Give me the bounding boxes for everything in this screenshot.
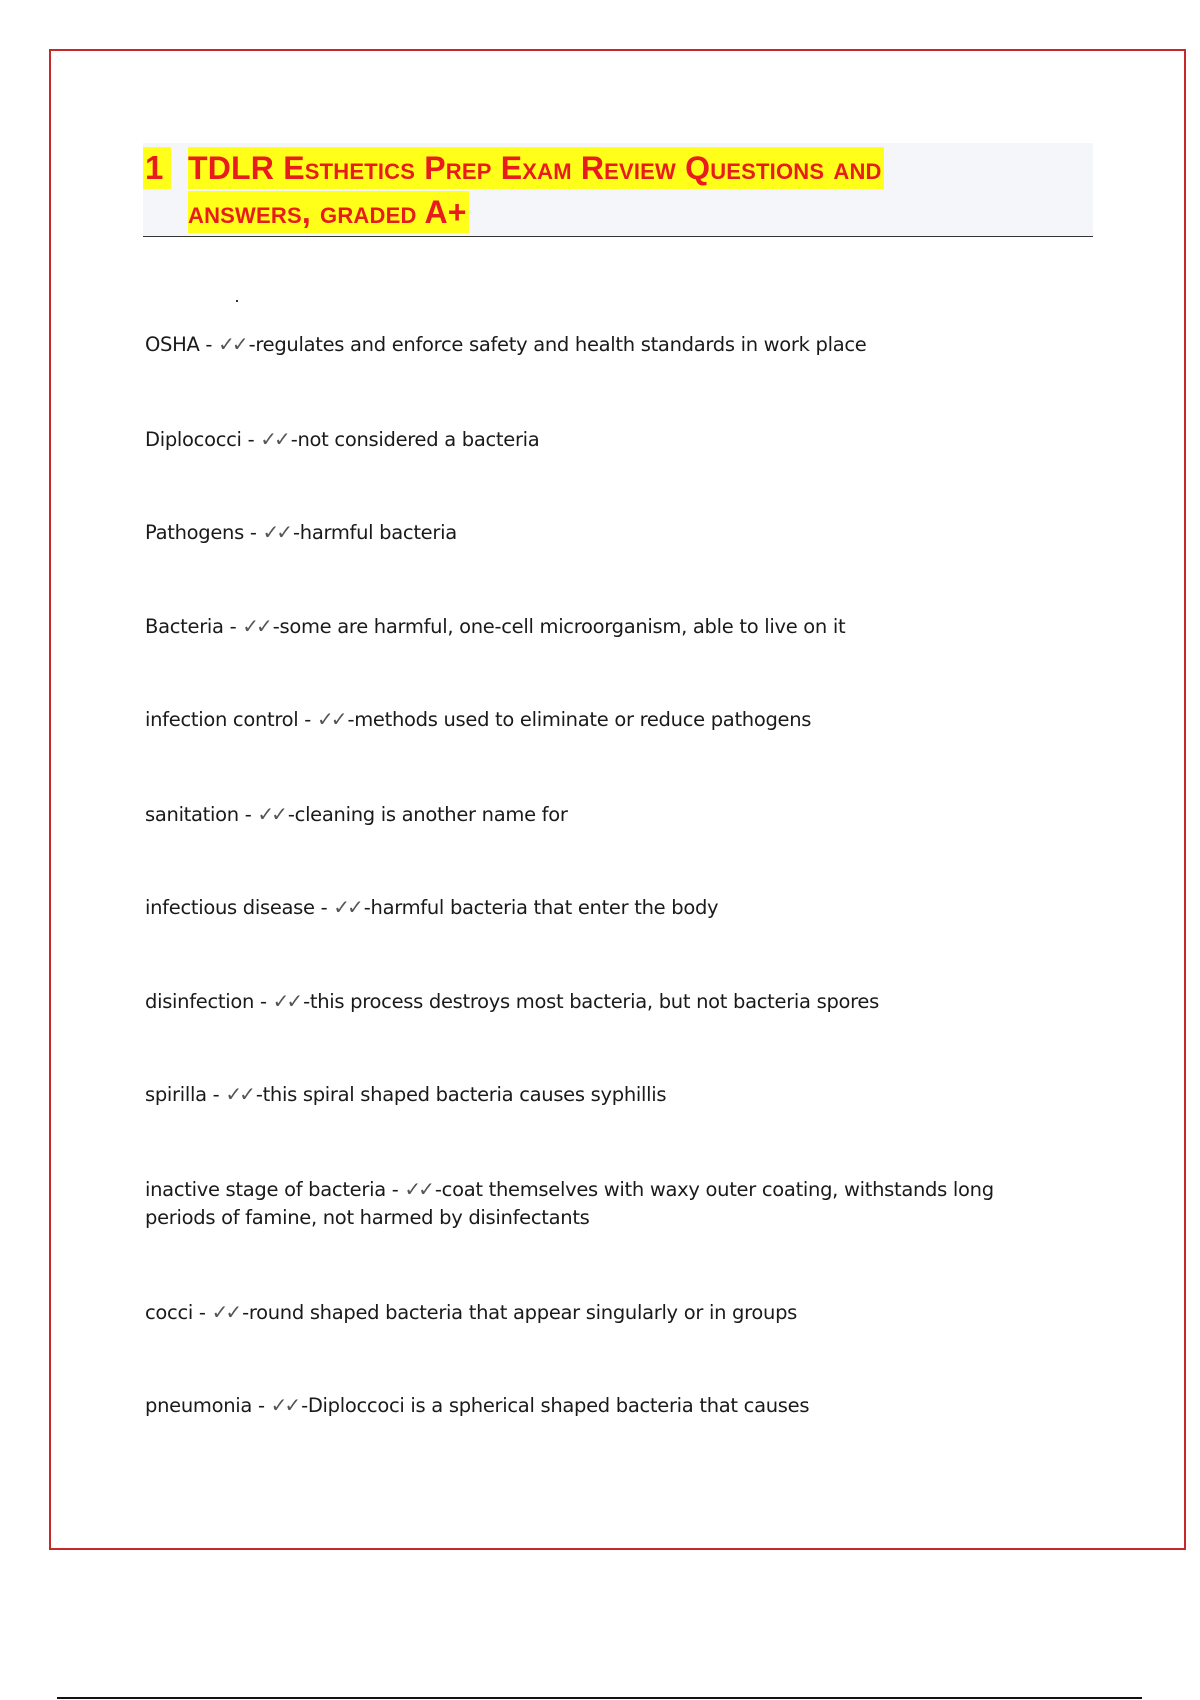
stray-dot (236, 300, 238, 302)
qa-item-infectious-disease (145, 893, 1065, 922)
qa-term: spirilla (145, 1083, 207, 1106)
qa-answer: -Diploccoci is a spherical shaped bacteria that causes (301, 1394, 810, 1417)
double-check-icon: ✓✓ (270, 1393, 299, 1417)
qa-separator: - (193, 1301, 212, 1324)
qa-term: cocci (145, 1301, 194, 1324)
qa-separator: - (252, 1394, 271, 1417)
double-check-icon: ✓✓ (262, 520, 291, 544)
qa-answer: -cleaning is another name for (287, 803, 568, 826)
double-check-icon: ✓✓ (316, 707, 345, 731)
qa-term: infectious disease (145, 896, 315, 919)
double-check-icon: ✓✓ (272, 989, 301, 1013)
qa-answer: -not considered a bacteria (290, 428, 540, 451)
qa-term: disinfection (145, 990, 255, 1013)
double-check-icon: ✓✓ (218, 332, 246, 356)
qa-answer: -regulates and enforce safety and health standards in work place (248, 333, 867, 356)
qa-term: inactive stage of bacteria (145, 1178, 386, 1201)
qa-answer: -some are harmful, one-cell microorganism, able to live on it (272, 615, 846, 638)
qa-separator: - (238, 803, 258, 826)
qa-term: OSHA (145, 333, 200, 356)
qa-separator: - (298, 708, 317, 731)
qa-answer: -harmful bacteria that enter the body (363, 896, 719, 919)
double-check-icon: ✓✓ (242, 614, 270, 638)
qa-item-sanitation (145, 800, 1065, 829)
qa-item-pathogens (145, 518, 1065, 547)
qa-term: Bacteria (145, 615, 224, 638)
double-check-icon: ✓✓ (404, 1177, 432, 1201)
double-check-icon: ✓✓ (211, 1300, 240, 1324)
bottom-rule (57, 1697, 1142, 1699)
qa-term: infection control (145, 708, 299, 731)
qa-item-infection-control (145, 705, 1065, 734)
qa-separator: - (223, 615, 243, 638)
page-title-line-2: answers, graded A+ (188, 191, 469, 233)
qa-item-diplococci (145, 425, 1065, 454)
qa-answer: -round shaped bacteria that appear singularly or in groups (242, 1301, 798, 1324)
qa-item-spirilla (145, 1080, 1065, 1109)
qa-item-cocci (145, 1298, 1065, 1327)
double-check-icon: ✓✓ (257, 802, 285, 826)
qa-answer: -methods used to eliminate or reduce pathogens (347, 708, 812, 731)
qa-term: sanitation (145, 803, 239, 826)
qa-separator: - (206, 1083, 226, 1106)
page-title-line-1: TDLR Esthetics Prep Exam Review Questions and (188, 147, 884, 189)
qa-item-bacteria (145, 612, 1065, 641)
heading-number: 1 (143, 147, 171, 189)
qa-separator: - (314, 896, 334, 919)
qa-item-osha (145, 330, 1065, 359)
qa-answer: -this process destroys most bacteria, but not bacteria spores (303, 990, 879, 1013)
qa-answer: -coat themselves with waxy outer coating, withstands long periods of famine, not harmed by disinfectants (145, 1178, 994, 1229)
qa-item-pneumonia (145, 1391, 1065, 1420)
qa-term: pneumonia (145, 1394, 253, 1417)
qa-answer: -this spiral shaped bacteria causes syphillis (255, 1083, 667, 1106)
qa-term: Diplococci (145, 428, 242, 451)
qa-answer: -harmful bacteria (293, 521, 457, 544)
qa-separator: - (199, 333, 219, 356)
qa-separator: - (385, 1178, 405, 1201)
qa-item-inactive-stage (145, 1175, 1065, 1232)
qa-separator: - (254, 990, 273, 1013)
qa-separator: - (243, 521, 263, 544)
qa-item-disinfection (145, 987, 1065, 1016)
qa-term: Pathogens (145, 521, 244, 544)
double-check-icon: ✓✓ (225, 1082, 253, 1106)
qa-separator: - (241, 428, 261, 451)
double-check-icon: ✓✓ (333, 895, 361, 919)
double-check-icon: ✓✓ (260, 427, 288, 451)
